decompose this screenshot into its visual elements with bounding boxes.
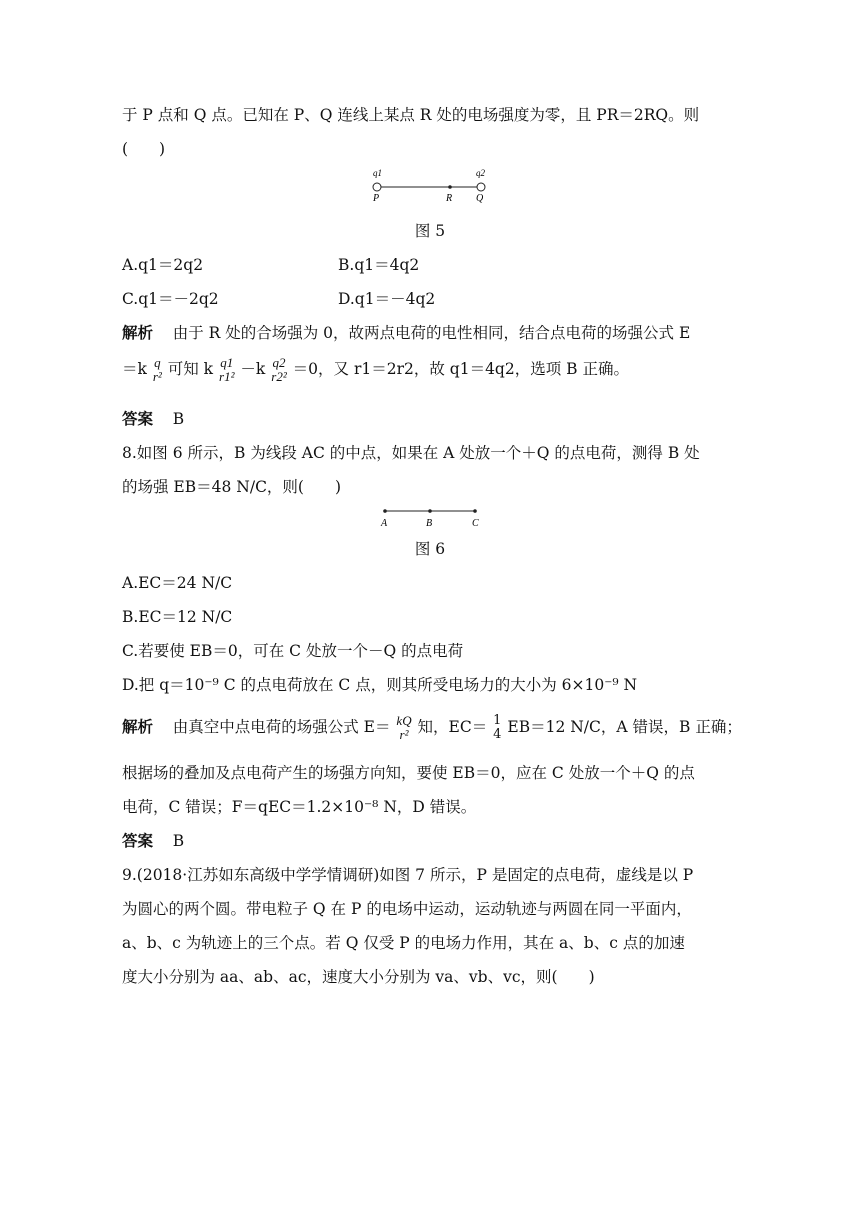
q7-analysis-conclusion: ＝0，又 r1＝2r2，故 q1＝4q2，选项 B 正确。 xyxy=(292,360,629,378)
fraction-numerator: q2 xyxy=(272,355,286,370)
q7-answer-value: B xyxy=(172,410,185,428)
fraction-kq-r2 xyxy=(396,714,411,742)
point-r xyxy=(448,185,452,189)
label-c: C xyxy=(472,518,479,529)
q8-answer-label: 答案 xyxy=(122,831,154,850)
fraction-denominator: r1² xyxy=(219,369,235,384)
q7-option-d: D.q1＝－4q2 xyxy=(338,290,436,308)
fraction-denominator: 4 xyxy=(493,727,502,742)
q8-option-a: A.EC＝24 N/C xyxy=(122,574,233,592)
label-b: B xyxy=(426,518,433,529)
fraction-q2-r2 xyxy=(271,356,286,384)
fraction-denominator: r² xyxy=(152,369,162,384)
point-a xyxy=(383,509,387,513)
q8-option-b: B.EC＝12 N/C xyxy=(122,608,233,626)
point-p xyxy=(373,183,381,191)
q8-analysis-text3: EB＝12 N/C，A 错误，B 正确； xyxy=(507,718,742,736)
q8-analysis-label: 解析 xyxy=(122,717,154,736)
q7-analysis-minus-k: －k xyxy=(240,360,266,378)
q7-analysis-line1 xyxy=(122,322,690,344)
point-q xyxy=(477,183,485,191)
figure-5-diagram xyxy=(360,168,500,208)
label-q1: q1 xyxy=(373,168,382,178)
fraction-numerator: q xyxy=(154,355,161,370)
figure-6-caption: 图 6 xyxy=(414,540,446,558)
fraction-numerator: q1 xyxy=(220,355,234,370)
q8-analysis-text2: 知，EC＝ xyxy=(417,718,488,736)
fraction-q1-r1 xyxy=(219,356,234,384)
q8-analysis-line3: 电荷，C 错误；F＝qEC＝1.2×10⁻⁸ N，D 错误。 xyxy=(122,798,477,816)
q8-option-c: C.若要使 EB＝0，可在 C 处放一个－Q 的点电荷 xyxy=(122,642,464,660)
q8-answer-value: B xyxy=(172,832,185,850)
fraction-one-quarter xyxy=(493,714,501,742)
q9-text-line2: 为圆心的两个圆。带电粒子 Q 在 P 的电场中运动，运动轨迹与两圆在同一平面内， xyxy=(122,900,692,918)
figure-5-caption: 图 5 xyxy=(414,222,446,240)
q8-analysis-line2: 根据场的叠加及点电荷产生的场强方向知，要使 EB＝0，应在 C 处放一个＋Q 的点 xyxy=(122,764,695,782)
label-q2: q2 xyxy=(476,168,485,178)
q8-text-line1: 8.如图 6 所示，B 为线段 AC 的中点，如果在 A 处放一个＋Q 的点电荷，测得 B 处 xyxy=(122,444,700,462)
q8-analysis-text1: 由真空中点电荷的场强公式 E＝ xyxy=(172,718,391,736)
fraction-q-r2 xyxy=(153,356,162,384)
label-p: P xyxy=(373,193,380,204)
point-c xyxy=(473,509,477,513)
figure-6-diagram xyxy=(376,504,486,530)
q7-analysis-text-knowk: 可知 k xyxy=(167,360,214,378)
q7-text-line2: ( ) xyxy=(122,140,166,158)
q8-answer xyxy=(122,830,184,852)
q8-option-d: D.把 q＝10⁻⁹ C 的点电荷放在 C 点，则其所受电场力的大小为 6×10⁻⁹ N xyxy=(122,676,638,694)
fraction-numerator: 1 xyxy=(493,713,502,728)
q7-analysis-k1: ＝k xyxy=(122,360,147,378)
q9-text-line4: 度大小分别为 aa、ab、ac，速度大小分别为 va、vb、vc，则( ) xyxy=(122,968,595,986)
q8-text-line2: 的场强 EB＝48 N/C，则( ) xyxy=(122,478,342,496)
q9-text-line1: 9.(2018·江苏如东高级中学学情调研)如图 7 所示，P 是固定的点电荷，虚线是以 P xyxy=(122,866,694,884)
fraction-numerator: kQ xyxy=(396,713,412,728)
label-q: Q xyxy=(476,193,484,204)
q7-text-line1: 于 P 点和 Q 点。已知在 P、Q 连线上某点 R 处的电场强度为零，且 PR＝2RQ。则 xyxy=(122,106,700,124)
fraction-denominator: r² xyxy=(399,727,409,742)
q7-analysis-label: 解析 xyxy=(122,323,154,342)
point-b xyxy=(428,509,432,513)
q7-analysis-line2 xyxy=(122,352,629,386)
fraction-denominator: r2² xyxy=(271,369,287,384)
q8-analysis-line1 xyxy=(122,710,742,744)
q7-option-b: B.q1＝4q2 xyxy=(338,256,420,274)
q9-text-line3: a、b、c 为轨迹上的三个点。若 Q 仅受 P 的电场力作用，其在 a、b、c 点的加速 xyxy=(122,934,685,952)
figure-5 xyxy=(360,168,500,208)
q7-answer xyxy=(122,408,184,430)
q7-option-c: C.q1＝－2q2 xyxy=(122,290,219,308)
label-r: R xyxy=(446,193,453,204)
q7-option-a: A.q1＝2q2 xyxy=(122,256,204,274)
q7-answer-label: 答案 xyxy=(122,409,154,428)
label-a: A xyxy=(381,518,388,529)
q7-analysis-text1: 由于 R 处的合场强为 0，故两点电荷的电性相同，结合点电荷的场强公式 E xyxy=(172,324,691,342)
figure-6 xyxy=(376,504,486,530)
